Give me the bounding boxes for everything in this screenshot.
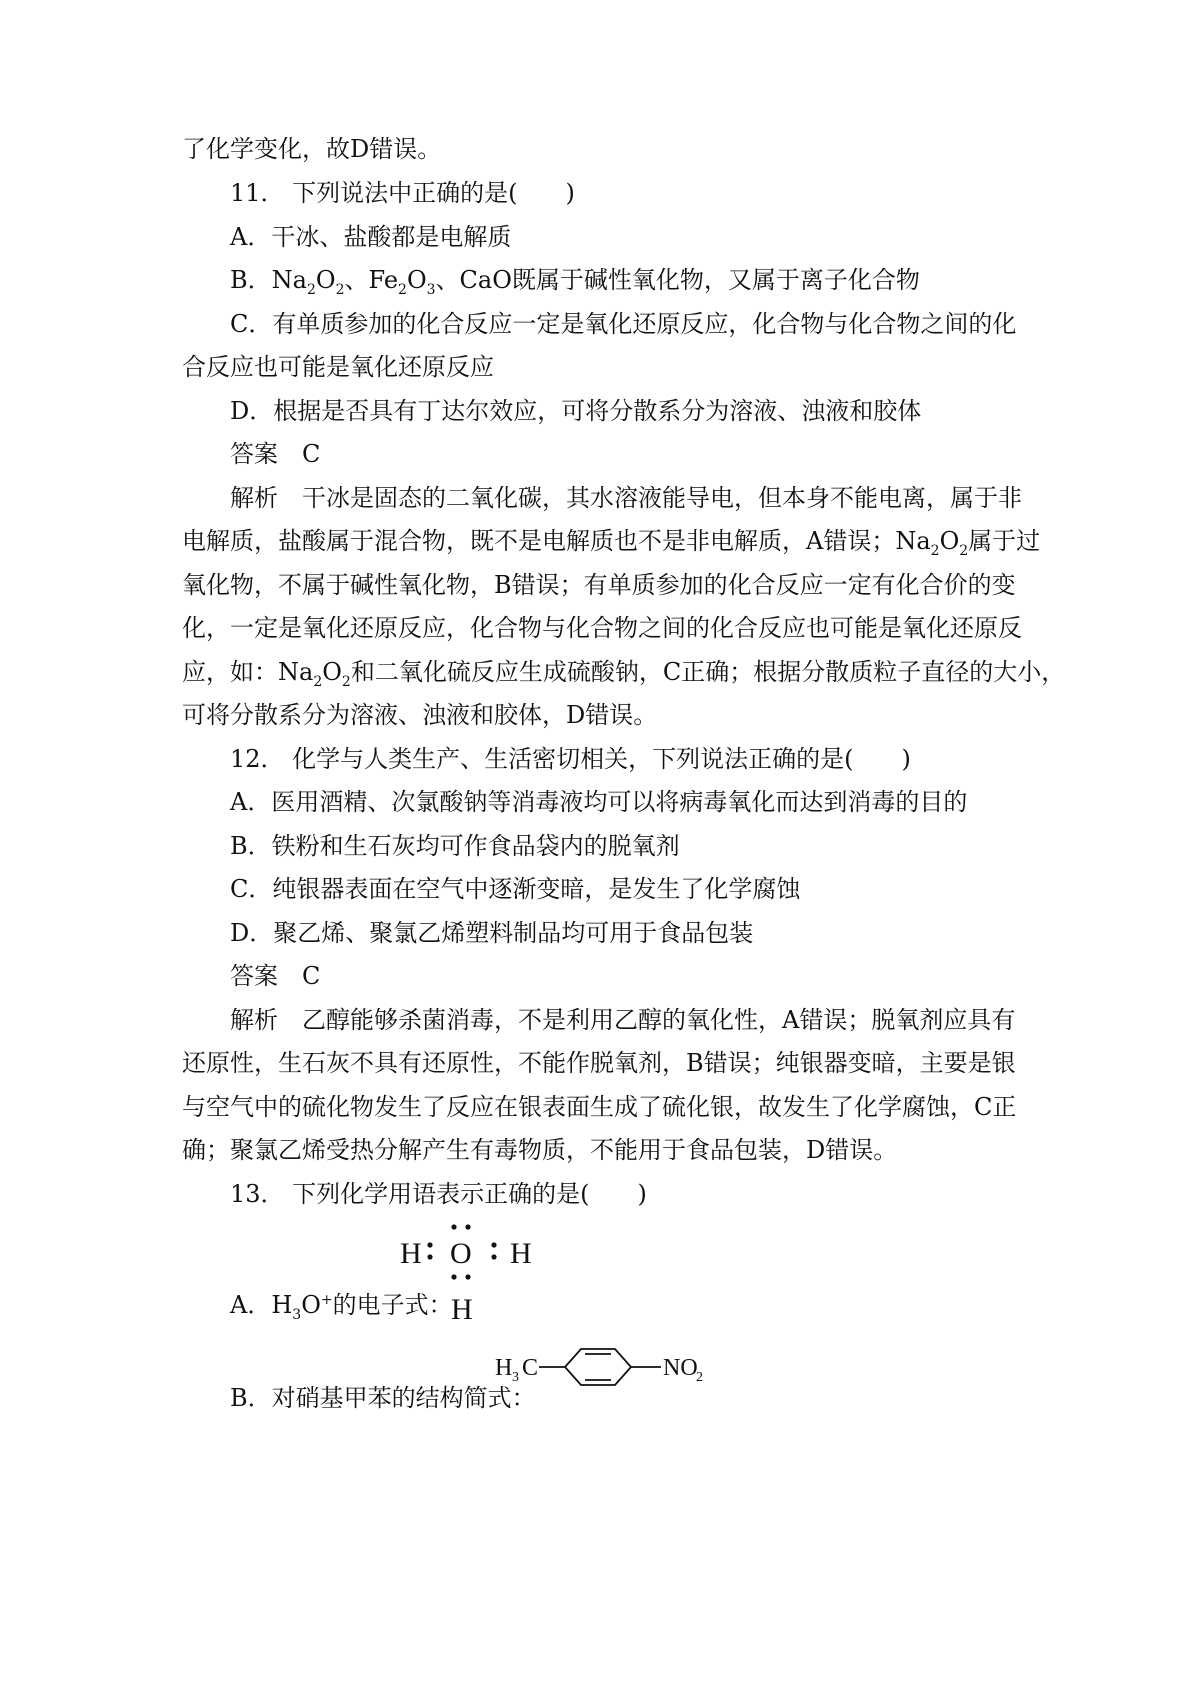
q11-answer: 答案 C: [230, 440, 321, 468]
q11-analysis-line5: 应，如：$Na_2O_2$和二氧化硫反应生成硫酸钠，C正确；根据分散质粒子直径的大小，: [182, 658, 1066, 690]
q11-option-b: B．$Na_2O_2$、$Fe_2O_3$、CaO既属于碱性氧化物，又属于离子化合物: [230, 266, 920, 298]
q12-analysis-line1: 解析 乙醇能够杀菌消毒，不是利用乙醇的氧化性，A错误；脱氧剂应具有: [230, 1006, 1016, 1034]
ch3-subscript: 3: [512, 1370, 519, 1385]
h3o-electron-formula: [400, 1205, 600, 1335]
q11-analysis-line4: 化，一定是氧化还原反应，化合物与化合物之间的化合反应也可能是氧化还原反: [182, 614, 1022, 642]
q11-analysis-line1: 解析 干冰是固态的二氧化碳，其水溶液能导电，但本身不能电离，属于非: [230, 484, 1022, 512]
p-nitrotoluene-structure: [495, 1345, 725, 1405]
benzene-ring: [539, 1349, 661, 1385]
nitro-subscript: 2: [696, 1370, 703, 1385]
q11-analysis-line6: 可将分散系分为溶液、浊液和胶体，D错误。: [182, 701, 658, 729]
q12-option-a: A．医用酒精、次氯酸钠等消毒液均可以将病毒氧化而达到消毒的目的: [230, 788, 968, 816]
q10-tail: 了化学变化，故D错误。: [182, 135, 442, 163]
ch3-h: H: [495, 1355, 513, 1381]
q12-analysis-line4: 确；聚氯乙烯受热分解产生有毒物质，不能用于食品包装，D错误。: [182, 1136, 898, 1164]
ch3-c: C: [522, 1355, 539, 1381]
q12-analysis-line2: 还原性，生石灰不具有还原性，不能作脱氧剂，B错误；纯银器变暗，主要是银: [182, 1049, 1016, 1077]
q12-option-b: B．铁粉和生石灰均可作食品袋内的脱氧剂: [230, 832, 680, 860]
q11-option-a: A．干冰、盐酸都是电解质: [230, 223, 512, 251]
q12-option-c: C．纯银器表面在空气中逐渐变暗，是发生了化学腐蚀: [230, 875, 801, 903]
q12-option-d: D．聚乙烯、聚氯乙烯塑料制品均可用于食品包装: [230, 919, 754, 947]
q11-option-d: D．根据是否具有丁达尔效应，可将分散系分为溶液、浊液和胶体: [230, 397, 922, 425]
q11-option-c-line2: 合反应也可能是氧化还原反应: [182, 353, 494, 381]
oxygen-center: O: [450, 1237, 472, 1270]
q13-stem: 13． 下列化学用语表示正确的是( ): [230, 1180, 647, 1208]
q11-analysis-line2: 电解质，盐酸属于混合物，既不是电解质也不是非电解质，A错误；$Na_2O_2$属于过: [182, 527, 1041, 559]
q12-answer: 答案 C: [230, 962, 321, 990]
q13-option-b: B．对硝基甲苯的结构简式：: [230, 1384, 536, 1412]
hydrogen-bottom: H: [451, 1293, 473, 1326]
q12-analysis-line3: 与空气中的硫化物发生了反应在银表面生成了硫化银，故发生了化学腐蚀，C正: [182, 1093, 1017, 1121]
q11-option-c-line1: C．有单质参加的化合反应一定是氧化还原反应，化合物与化合物之间的化: [230, 310, 1017, 338]
hydrogen-right: H: [510, 1237, 532, 1270]
q11-analysis-line3: 氧化物，不属于碱性氧化物，B错误；有单质参加的化合反应一定有化合价的变: [182, 571, 1016, 599]
nitro-group: NO: [663, 1355, 698, 1381]
q13-option-a: A．$H_3O^+$的电子式：: [230, 1291, 453, 1323]
q12-stem: 12． 化学与人类生产、生活密切相关，下列说法正确的是( ): [230, 745, 911, 773]
q11-stem: 11． 下列说法中正确的是( ): [230, 179, 575, 207]
hydrogen-left: H: [400, 1237, 422, 1270]
